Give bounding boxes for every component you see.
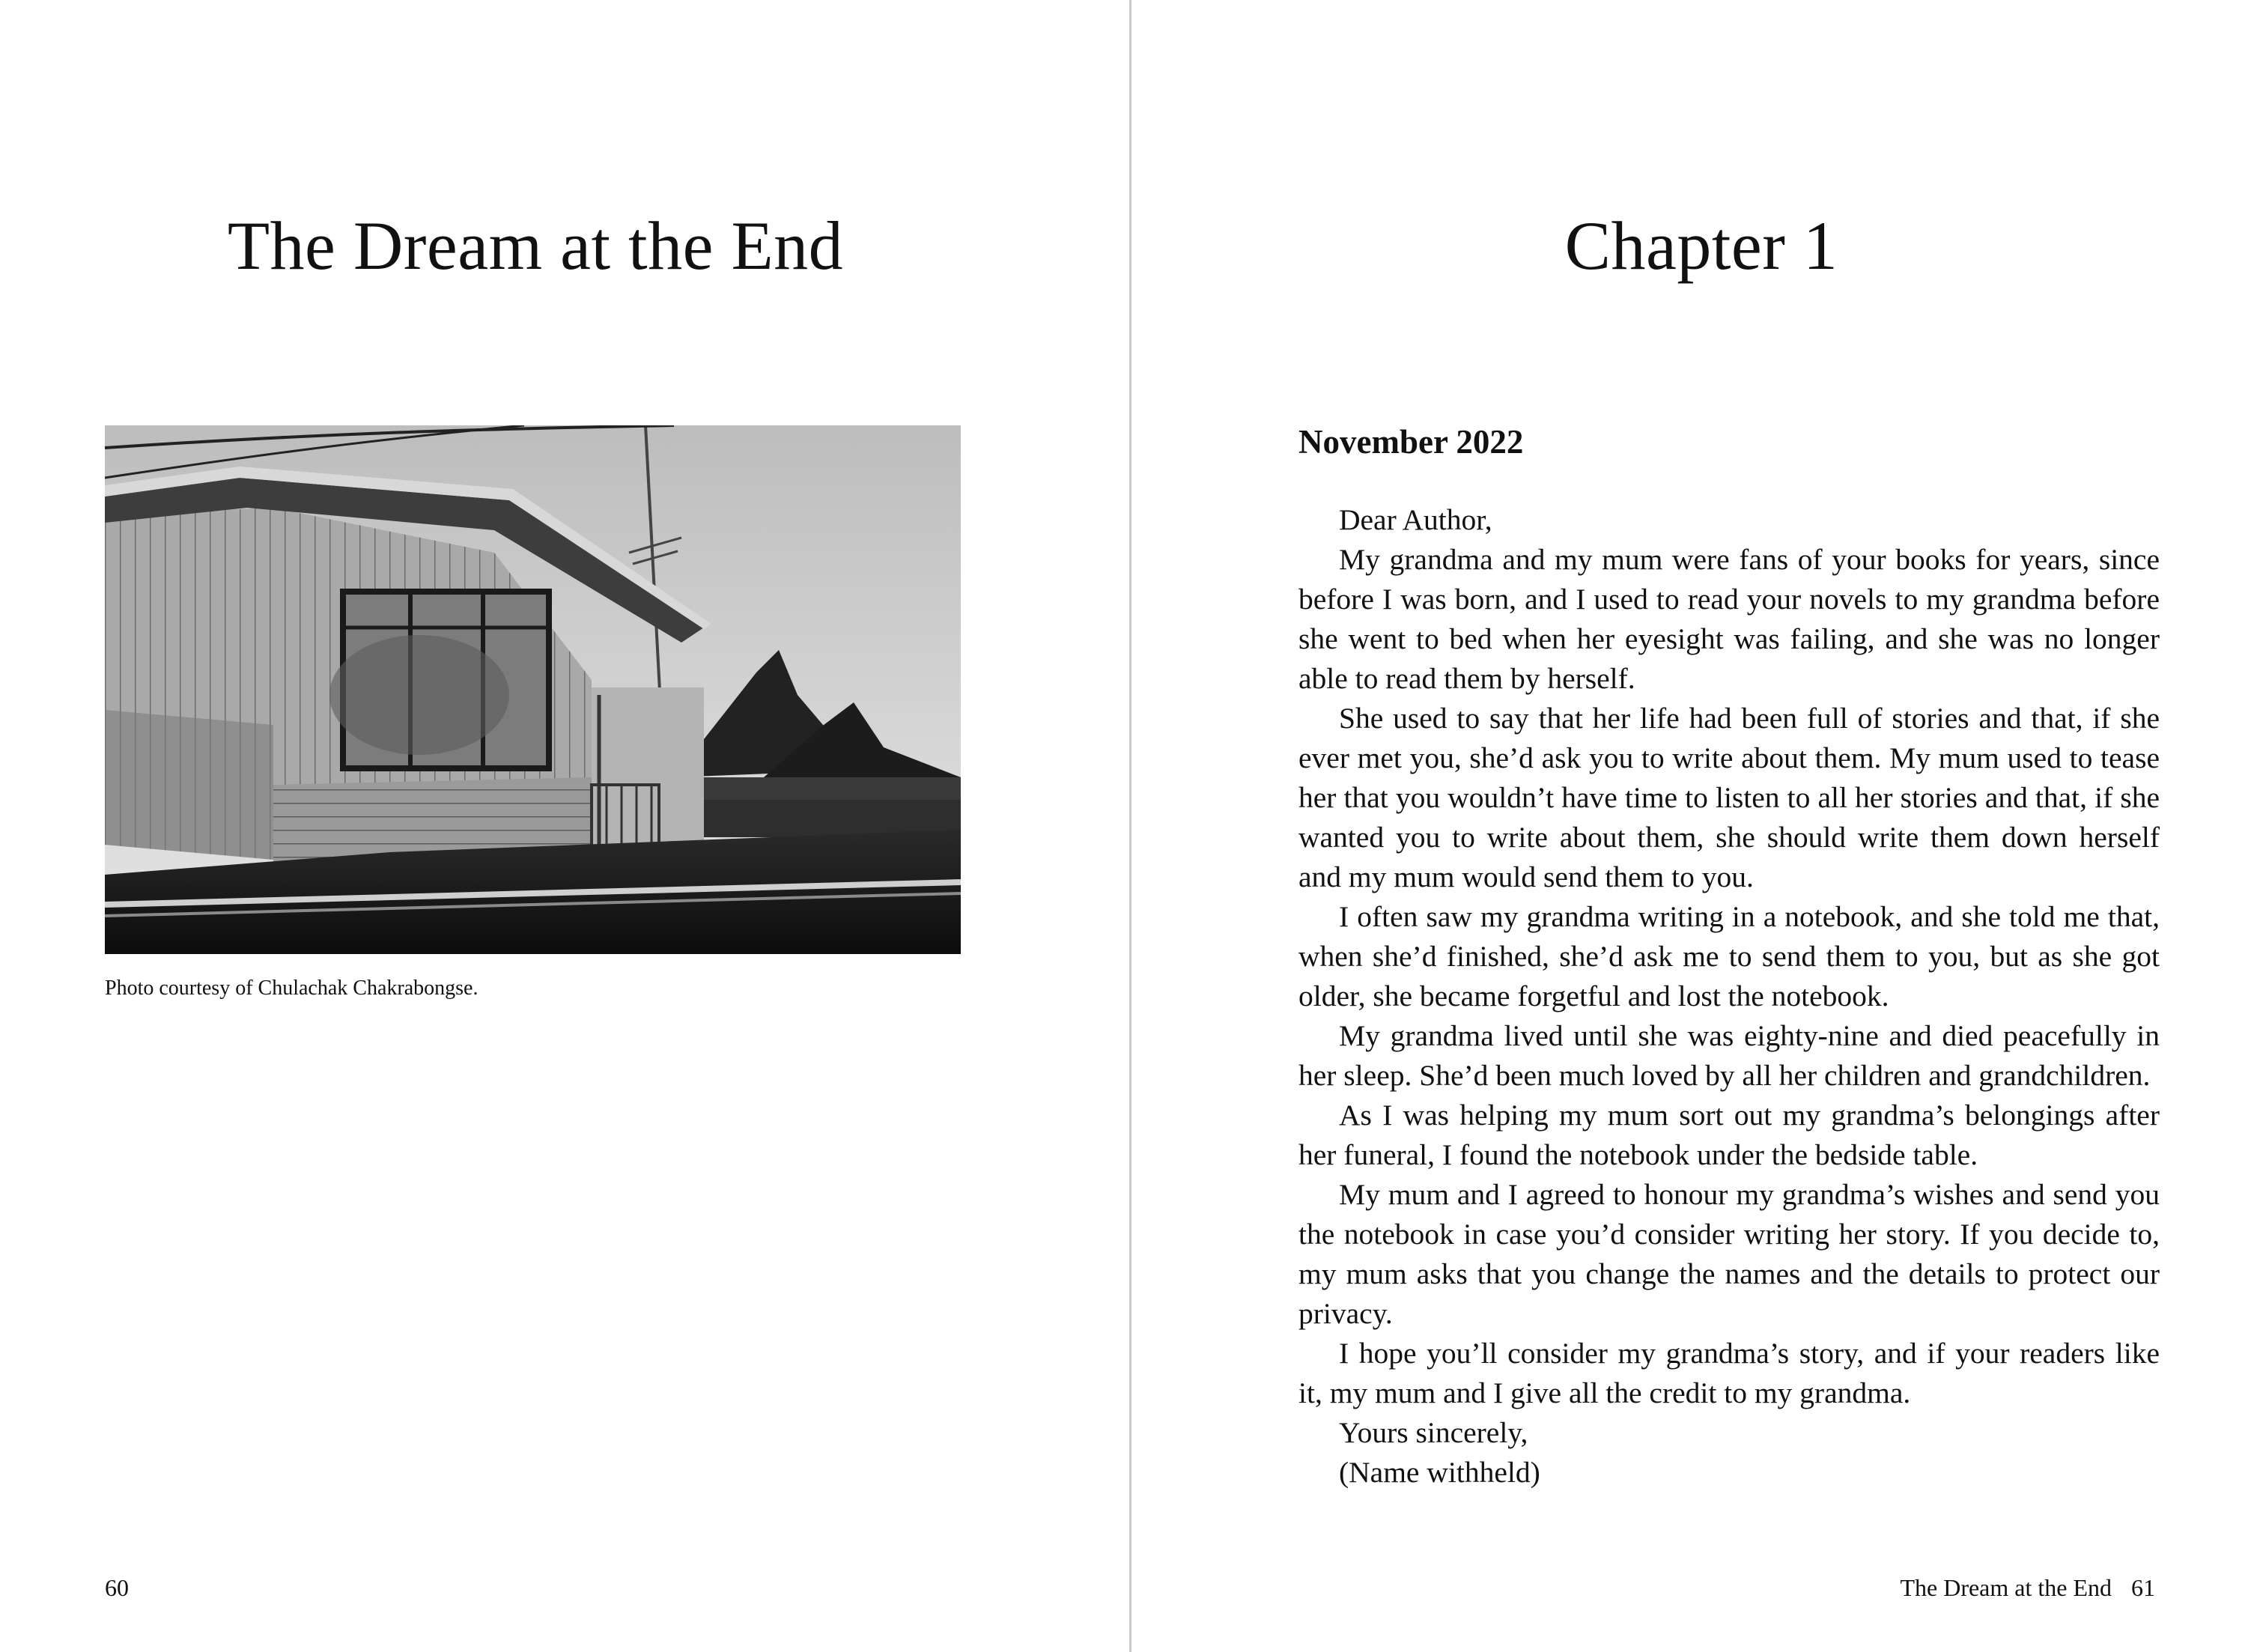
chapter-title: Chapter 1: [1564, 207, 1838, 284]
house-roof-photo: [105, 425, 961, 954]
letter-paragraph: My grandma lived until she was eighty-nine and died peacefully in her sleep. She’d been much loved by all her children and grandchildren.: [1298, 1019, 2160, 1092]
letter-paragraph: My grandma and my mum were fans of your books for years, since before I was born, and I used to read your novels to my grandma before she went to bed when her eyesight was failing, and she was no longer able to read them by herself.: [1298, 543, 2160, 695]
running-footer: [1900, 1573, 2155, 1603]
letter-closing: Yours sincerely,: [1339, 1416, 1528, 1449]
letter-signature: (Name withheld): [1339, 1456, 1540, 1489]
letter-paragraph: As I was helping my mum sort out my grandma’s belongings after her funeral, I found the notebook under the bedside table.: [1298, 1099, 2160, 1171]
page-number-left: 60: [105, 1574, 129, 1601]
letter-paragraph: She used to say that her life had been full of stories and that, if she ever met you, she’d ask you to write about them. My mum used to tease her that you wouldn’t have time to listen to all her stories and that, if she wanted you to write about them, she should write them down herself and my mum would send them to you.: [1298, 702, 2160, 893]
letter-paragraph: My mum and I agreed to honour my grandma’s wishes and send you the notebook in case you’d consider writing her story. If you decide to, my mum asks that you change the names and the details to protect our privacy.: [1298, 1178, 2160, 1330]
book-title: The Dream at the End: [227, 207, 844, 284]
letter-paragraph: I often saw my grandma writing in a notebook, and she told me that, when she’d finished, she’d ask me to send them to you, but as she got older, she became forgetful and lost the notebook.: [1298, 900, 2160, 1012]
letter-body: [1298, 500, 2160, 1492]
letter-paragraph: Dear Author,: [1339, 503, 1492, 536]
page-number-right: 61: [2131, 1574, 2155, 1601]
date-heading: November 2022: [1298, 423, 1524, 461]
right-page: [1132, 0, 2251, 1652]
running-head: The Dream at the End: [1900, 1574, 2112, 1601]
letter-paragraph: I hope you’ll consider my grandma’s story, and if your readers like it, my mum and I give all the credit to my grandma.: [1298, 1337, 2160, 1409]
photo-caption: Photo courtesy of Chulachak Chakrabongse.: [105, 977, 479, 1000]
